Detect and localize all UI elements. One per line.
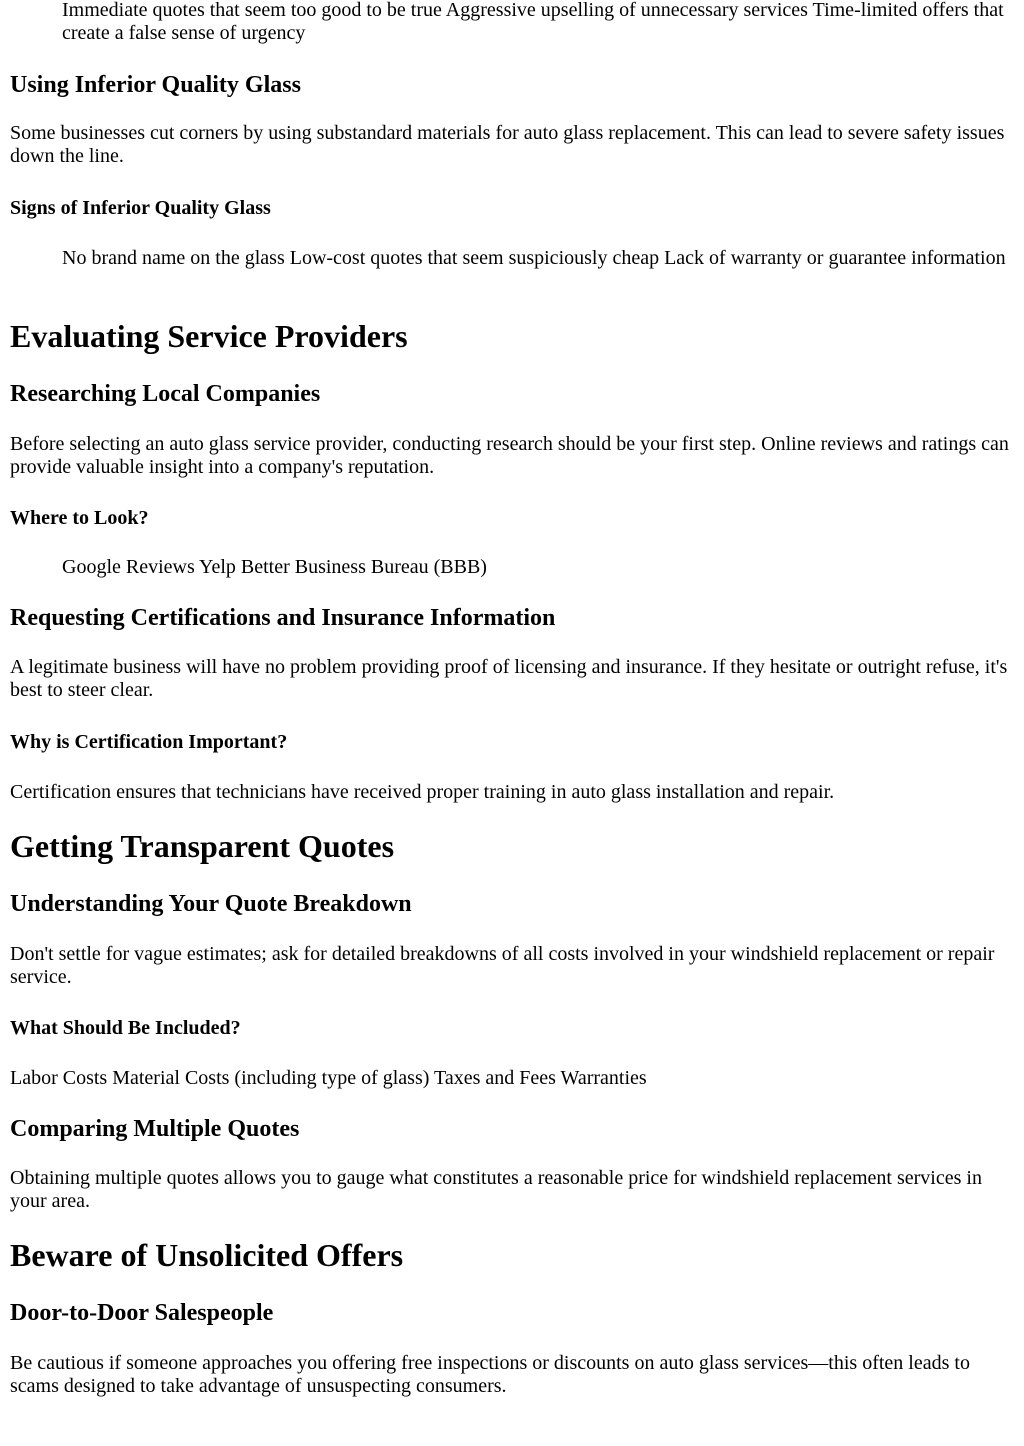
signs-inferior-glass-list: No brand name on the glass Low-cost quotes that seem suspiciously cheap Lack of warranty or guarantee information xyxy=(62,247,1006,269)
paragraph-what-included: Labor Costs Material Costs (including type of glass) Taxes and Fees Warranties xyxy=(10,1067,647,1089)
section-heading-researching-companies: Researching Local Companies xyxy=(10,381,321,407)
paragraph-certifications: A legitimate business will have no problem providing proof of licensing and insurance. If they hesitate or outright refuse, it's best to steer clear. xyxy=(10,656,1008,701)
subheading-what-included: What Should Be Included? xyxy=(10,1017,241,1039)
section-heading-door-to-door: Door-to-Door Salespeople xyxy=(10,1300,274,1326)
paragraph-quote-breakdown: Don't settle for vague estimates; ask for detailed breakdowns of all costs involved in your windshield replacement or repair service. xyxy=(10,943,995,988)
paragraph-why-certification: Certification ensures that technicians have received proper training in auto glass installation and repair. xyxy=(10,781,835,803)
subheading-where-to-look: Where to Look? xyxy=(10,507,149,529)
red-flag-quotes-list: Immediate quotes that seem too good to be true Aggressive upselling of unnecessary services Time-limited offers that create a false sense of urgency xyxy=(62,0,1004,44)
section-heading-evaluating-providers: Evaluating Service Providers xyxy=(10,318,408,354)
where-to-look-list: Google Reviews Yelp Better Business Bureau (BBB) xyxy=(62,556,487,578)
paragraph-researching-companies: Before selecting an auto glass service provider, conducting research should be your first step. Online reviews and ratings can provide valuable insight into a company's reputation. xyxy=(10,433,1009,478)
section-heading-certifications: Requesting Certifications and Insurance Information xyxy=(10,605,556,631)
section-heading-comparing-quotes: Comparing Multiple Quotes xyxy=(10,1116,300,1142)
section-heading-unsolicited-offers: Beware of Unsolicited Offers xyxy=(10,1237,404,1273)
section-heading-quote-breakdown: Understanding Your Quote Breakdown xyxy=(10,891,412,917)
section-heading-inferior-glass: Using Inferior Quality Glass xyxy=(10,72,301,98)
subheading-signs-inferior-glass: Signs of Inferior Quality Glass xyxy=(10,197,271,219)
paragraph-comparing-quotes: Obtaining multiple quotes allows you to gauge what constitutes a reasonable price for windshield replacement services in your area. xyxy=(10,1167,982,1212)
paragraph-door-to-door: Be cautious if someone approaches you offering free inspections or discounts on auto glass services—this often leads to scams designed to take advantage of unsuspecting consumers. xyxy=(10,1352,970,1397)
section-heading-transparent-quotes: Getting Transparent Quotes xyxy=(10,828,395,864)
subheading-why-certification: Why is Certification Important? xyxy=(10,731,288,753)
paragraph-inferior-glass: Some businesses cut corners by using substandard materials for auto glass replacement. This can lead to severe safety issues down the line. xyxy=(10,122,1005,167)
